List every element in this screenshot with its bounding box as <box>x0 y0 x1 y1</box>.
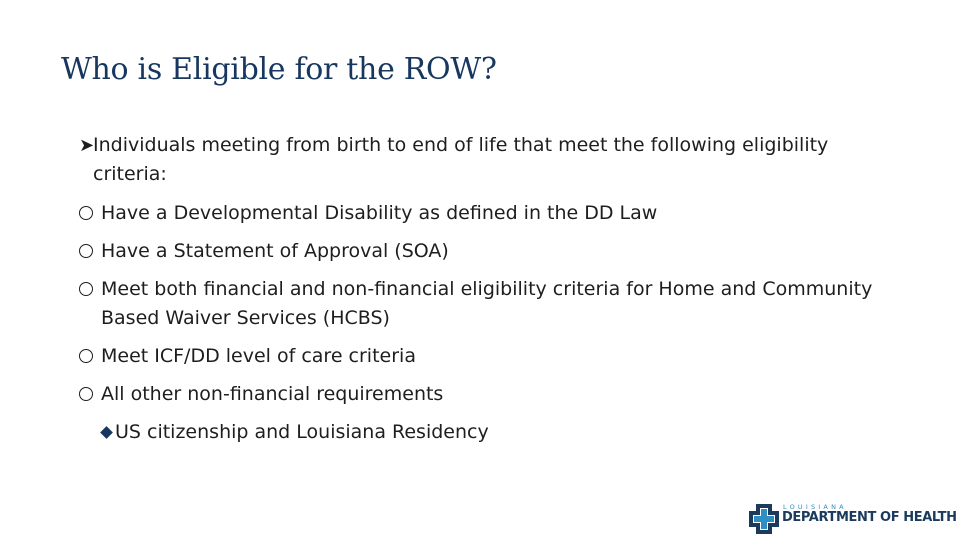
main-bullet-text: Individuals meeting from birth to end of life that meet the following eligibility criteria: <box>93 134 829 185</box>
sub-criteria-text: US citizenship and Louisiana Residency <box>115 421 489 443</box>
main-bullet <box>79 131 879 189</box>
circle-bullet-icon <box>79 349 93 363</box>
logo-top-text: LOUISIANA <box>783 503 847 511</box>
circle-bullet-icon <box>79 387 93 401</box>
slide-title: Who is Eligible for the ROW? <box>61 52 497 87</box>
circle-bullet-icon <box>79 244 93 258</box>
logo-main-text: DEPARTMENT OF HEALTH <box>782 510 957 525</box>
circle-bullet-icon <box>79 282 93 296</box>
sub-criteria-item <box>101 418 879 447</box>
criteria-item <box>79 342 879 371</box>
criteria-text: Have a Developmental Disability as defined in the DD Law <box>101 202 658 224</box>
criteria-item <box>79 275 879 333</box>
criteria-text: Meet ICF/DD level of care criteria <box>101 345 416 367</box>
circle-bullet-icon <box>79 206 93 220</box>
criteria-text: All other non-financial requirements <box>101 383 444 405</box>
cross-icon <box>749 504 779 534</box>
criteria-text: Meet both financial and non-financial eligibility criteria for Home and Community Based Waiver Services (HCBS) <box>101 278 873 329</box>
bullet-list <box>79 131 879 447</box>
criteria-item <box>79 199 879 228</box>
criteria-text: Have a Statement of Approval (SOA) <box>101 240 449 262</box>
criteria-item <box>79 380 879 409</box>
criteria-item <box>79 237 879 266</box>
department-of-health-logo <box>749 503 957 533</box>
arrow-bullet-icon: ➤ <box>79 135 95 156</box>
